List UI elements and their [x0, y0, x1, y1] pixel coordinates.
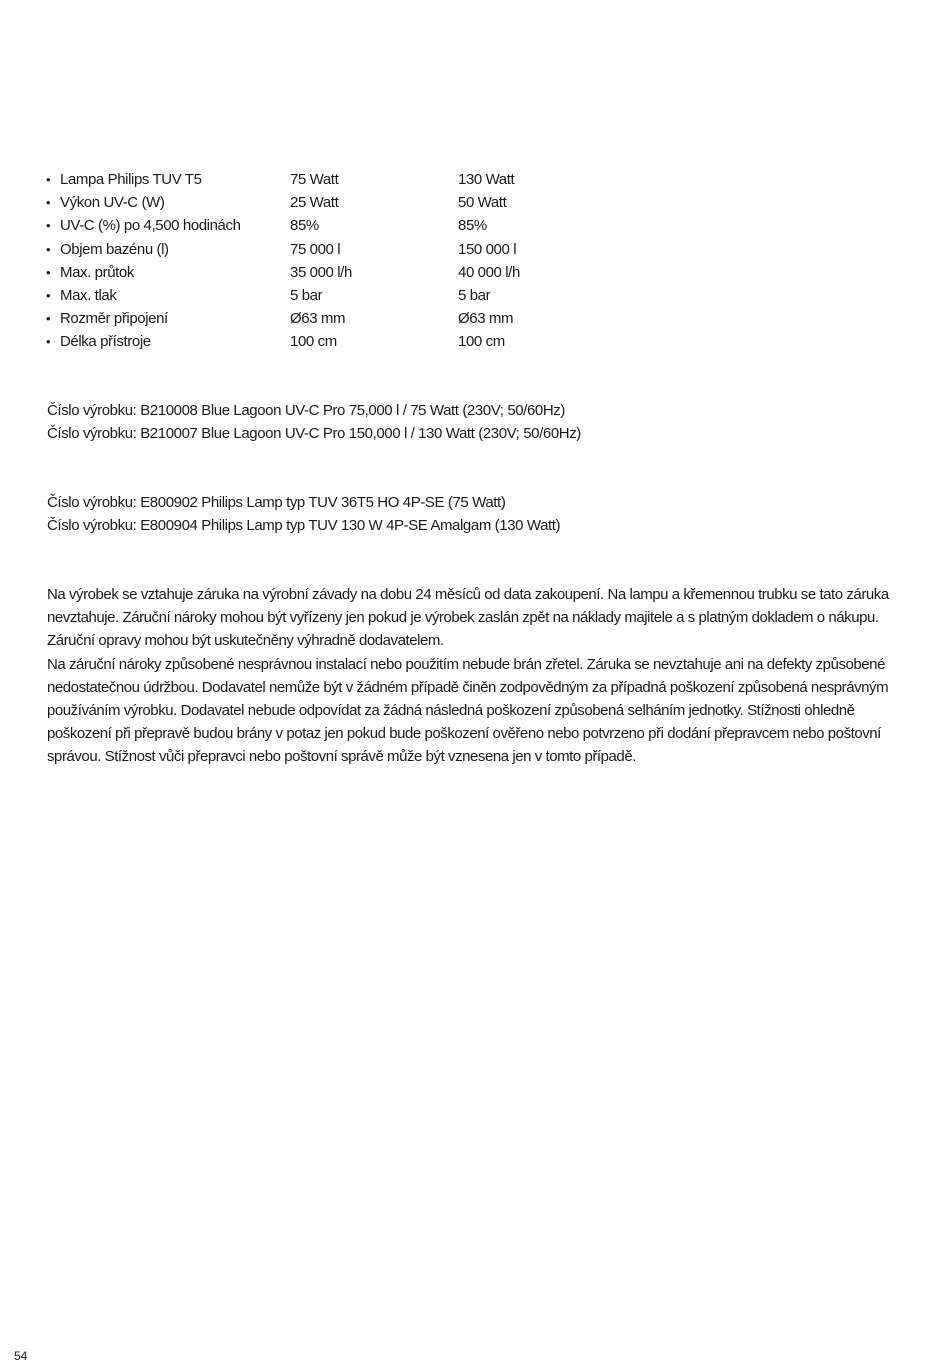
spec-value-130w: 150 000 l — [458, 240, 517, 258]
spec-label: Objem bazénu (l) — [60, 240, 169, 258]
lamp-number-line: Číslo výrobku: E800904 Philips Lamp typ TUV 130 W 4P-SE Amalgam (130 Watt) — [47, 517, 561, 535]
lamp-numbers — [47, 491, 560, 537]
spec-row — [46, 214, 646, 237]
page-number: 54 — [14, 1349, 28, 1363]
spec-value-130w: 130 Watt — [458, 171, 515, 188]
spec-label-cell — [46, 284, 290, 307]
spec-value-75w: 85% — [290, 217, 319, 235]
spec-label-cell — [46, 307, 290, 330]
product-numbers — [47, 399, 581, 445]
spec-row — [46, 261, 646, 284]
spec-value-75w: 75 000 l — [290, 240, 341, 258]
spec-label: UV-C (%) po 4,500 hodinách — [60, 217, 241, 235]
spec-value-130w: 5 bar — [458, 287, 491, 305]
spec-label-cell — [46, 214, 290, 237]
spec-label: Rozměr připojení — [60, 310, 168, 328]
spec-label-cell — [46, 330, 290, 353]
specifications-table — [46, 168, 646, 354]
spec-label-cell — [46, 261, 290, 284]
spec-value-75w: 100 cm — [290, 333, 337, 351]
spec-value-130w: 100 cm — [458, 333, 505, 351]
spec-label-cell — [46, 238, 290, 261]
bullet-icon: • — [46, 218, 51, 234]
spec-label: Lampa Philips TUV T5 — [60, 171, 202, 188]
bullet-icon: • — [46, 172, 51, 187]
bullet-icon: • — [46, 311, 51, 327]
spec-label-cell — [46, 191, 290, 214]
bullet-icon: • — [46, 334, 51, 350]
bullet-icon: • — [46, 264, 51, 280]
spec-value-130w: 85% — [458, 217, 487, 235]
spec-label: Max. tlak — [60, 287, 117, 305]
bullet-icon: • — [46, 241, 51, 257]
spec-row — [46, 168, 646, 191]
spec-value-75w: 25 Watt — [290, 194, 339, 212]
product-number-line: Číslo výrobku: B210008 Blue Lagoon UV-C Pro 75,000 l / 75 Watt (230V; 50/60Hz) — [47, 402, 565, 419]
spec-label-cell — [46, 168, 290, 191]
spec-value-75w: 5 bar — [290, 287, 323, 305]
spec-row — [46, 284, 646, 307]
spec-label: Max. průtok — [60, 263, 134, 281]
spec-value-130w: Ø63 mm — [458, 310, 514, 328]
warranty-paragraph: Na výrobek se vztahuje záruka na výrobní závady na dobu 24 měsíců od data zakoupení. Na lampu a křemennou trubku se tato záruka nevztahuje. Záruční nároky mohou být vyřízeny jen pokud je výrobek zaslán zpět na náklady majitele a s platným dokladem o nákupu. Záruční opravy mohou být uskutečněny výhradně dodavatelem. — [47, 586, 889, 650]
warranty-text — [47, 583, 917, 769]
spec-row — [46, 191, 646, 214]
bullet-icon: • — [46, 195, 51, 211]
spec-label: Délka přístroje — [60, 333, 151, 351]
spec-value-130w: 40 000 l/h — [458, 263, 520, 281]
spec-value-130w: 50 Watt — [458, 194, 507, 212]
spec-row — [46, 307, 646, 330]
spec-value-75w: Ø63 mm — [290, 310, 346, 328]
bullet-icon: • — [46, 288, 51, 304]
spec-value-75w: 35 000 l/h — [290, 263, 352, 281]
warranty-paragraph: Na záruční nároky způsobené nesprávnou instalací nebo použitím nebude brán zřetel. Záruka se nevztahuje ani na defekty způsobené nedostatečnou údržbou. Dodavatel nemůže být v žádném případě činěn zodpovědným za případná poškození způsobená nesprávným používáním výrobku. Dodavatel nebude odpovídat za žádná následná poškození způsobená selháním jednotky. Stížnosti ohledně poškození při přepravě budou brány v potaz jen pokud bude poškození ověřeno nebo potvrzeno při dodání přepravcem nebo poštovní správou. Stížnost vůči přepravci nebo poštovní správě může být vznesena jen v tomto případě. — [47, 655, 889, 766]
spec-label: Výkon UV-C (W) — [60, 194, 165, 212]
product-number-line: Číslo výrobku: B210007 Blue Lagoon UV-C Pro 150,000 l / 130 Watt (230V; 50/60Hz) — [47, 425, 581, 443]
lamp-number-line: Číslo výrobku: E800902 Philips Lamp typ TUV 36T5 HO 4P-SE (75 Watt) — [47, 494, 506, 511]
spec-row — [46, 330, 646, 353]
spec-value-75w: 75 Watt — [290, 171, 339, 188]
spec-row — [46, 238, 646, 261]
